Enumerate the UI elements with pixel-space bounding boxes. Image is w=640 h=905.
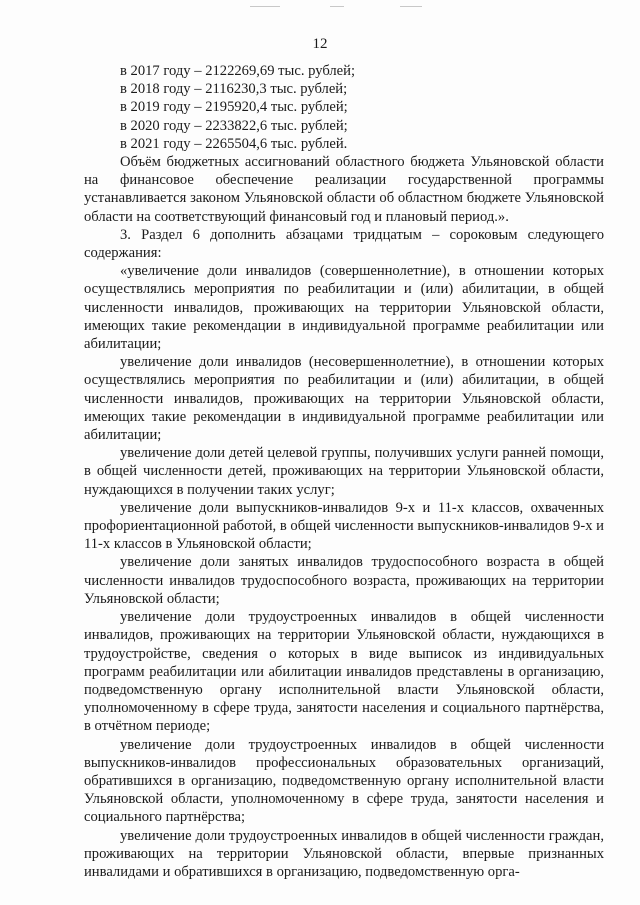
budget-line-2021: в 2021 году – 2265504,6 тыс. рублей. (120, 135, 348, 152)
budget-line-2019: в 2019 году – 2195920,4 тыс. рублей; (120, 99, 348, 116)
paragraph-indicator: увеличение доли занятых инвалидов трудоспособного возраста в общей численности инвалидов трудоспособного возраста, проживающих на территории Ульяновской области; (84, 554, 604, 607)
paragraph-indicator: увеличение доли трудоустроенных инвалидов в общей численности выпускников-инвалидов профессиональных образовательных организаций, обратившихся в организацию, подведомственную органу исполнительной власти Ульяновской области, уполномоченному в сфере труда, занятости населения и социального партнёрства; (84, 736, 604, 826)
scan-artifact (330, 6, 344, 7)
paragraph-indicator: «увеличение доли инвалидов (совершеннолетние), в отношении которых осуществлялись мероприятия по реабилитации и (или) абилитации, в общей численности инвалидов, проживающих на территории Ульяновской области, имеющих такие рекомендации в индивидуальной программе реабилитации или абилитации; (84, 263, 604, 353)
page-number: 12 (312, 36, 328, 52)
scan-artifact (400, 6, 422, 7)
paragraph-budget-allocation: Объём бюджетных ассигнований областного бюджета Ульяновской области на финансовое обеспечение реализации государственной программы устанавливается законом Ульяновской области об областном бюджете Ульяновской области на соответствующий финансовый год и плановый период.». (84, 154, 604, 225)
paragraph-indicator: увеличение доли детей целевой группы, получивших услуги ранней помощи, в общей численности детей, проживающих на территории Ульяновской области, нуждающихся в получении таких услуг; (84, 445, 604, 498)
paragraph-indicator: увеличение доли трудоустроенных инвалидов в общей численности граждан, проживающих на территории Ульяновской области, впервые признанных инвалидами и обратившихся в организацию, подведомственную орга- (84, 827, 604, 880)
budget-line-2018: в 2018 году – 2116230,3 тыс. рублей; (120, 81, 348, 98)
paragraph-section-6-amendment: 3. Раздел 6 дополнить абзацами тридцатым – сороковым следующего содержания: (84, 226, 604, 262)
paragraph-indicator: увеличение доли трудоустроенных инвалидов в общей численности инвалидов, проживающих на территории Ульяновской области, нуждающихся в трудоустройстве, сведения о которых в виде выписок из индивидуальных программ реабилитации или абилитации инвалидов представлены в организацию, подведомственную органу исполнительной власти Ульяновской области, уполномоченному в сфере труда, занятости населения и социального партнёрства, в отчётном периоде; (84, 609, 604, 735)
document-body (84, 62, 604, 881)
paragraph-indicator: увеличение доли инвалидов (несовершеннолетние), в отношении которых осуществлялись мероприятия по реабилитации и (или) абилитации, в общей численности инвалидов, проживающих на территории Ульяновской области, имеющих такие рекомендации в индивидуальной программе реабилитации или абилитации; (84, 354, 604, 444)
budget-line-2020: в 2020 году – 2233822,6 тыс. рублей; (120, 117, 348, 134)
budget-line-2017: в 2017 году – 2122269,69 тыс. рублей; (120, 63, 356, 79)
paragraph-indicator: увеличение доли выпускников-инвалидов 9-х и 11-х классов, охваченных профориентационной работой, в общей численности выпускников-инвалидов 9-х и 11-х классов в Ульяновской области; (84, 499, 604, 553)
scan-artifact (250, 6, 280, 7)
